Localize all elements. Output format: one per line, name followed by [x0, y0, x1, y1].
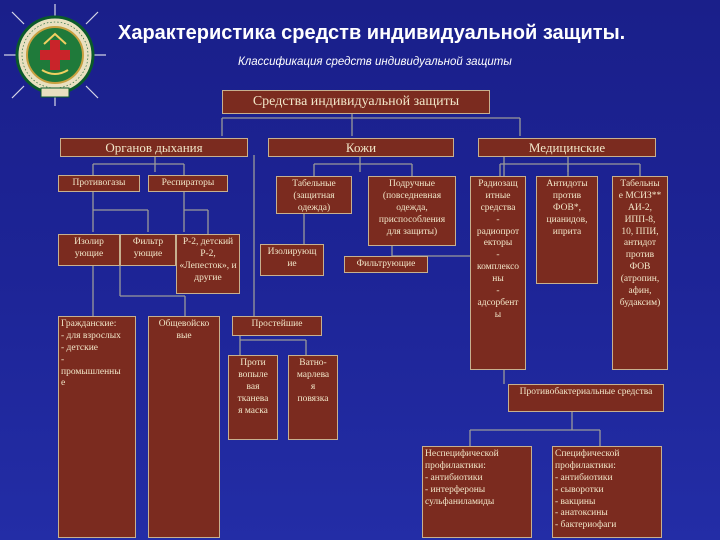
- node-military-gas-masks: Общевойско вые: [148, 316, 220, 538]
- node-simplest: Простейшие: [232, 316, 322, 336]
- node-skin-filtering: Фильтрующие: [344, 256, 428, 273]
- node-skin-improvised: Подручные (повседневная одежда, приспособления для защиты): [368, 176, 456, 246]
- node-breathing: Органов дыхания: [60, 138, 248, 157]
- node-antibacterial: Противобактериальные средства: [508, 384, 664, 412]
- page-subtitle: Классификация средств индивидуальной защиты: [238, 56, 512, 68]
- node-root-pie: Средства индивидуальной защиты: [222, 90, 490, 114]
- node-civil-gas-masks: Гражданские: - для взрослых - детские - промышленны е: [58, 316, 136, 538]
- node-radio-protective: Радиозащ итные средства - радиопрот екторы - комплексо ны - адсорбент ы: [470, 176, 526, 370]
- node-skin-standard: Табельные (защитная одежда): [276, 176, 352, 214]
- node-skin: Кожи: [268, 138, 454, 157]
- node-breathing-isolating: Изолир ующие: [58, 234, 120, 266]
- node-medical: Медицинские: [478, 138, 656, 157]
- node-gauze-bandage: Ватно- марлева я повязка: [288, 355, 338, 440]
- node-respirators: Респираторы: [148, 175, 228, 192]
- node-medical-standard: Табельны е МСИЗ** АИ-2, ИПП-8, 10, ППИ, антидот против ФОВ (атропин, афин, будаксим): [612, 176, 668, 370]
- node-gas-masks: Противогазы: [58, 175, 140, 192]
- node-dust-mask: Проти вопыле вая тканева я маска: [228, 355, 278, 440]
- node-antidotes: Антидоты против ФОВ*, цианидов, иприта: [536, 176, 598, 284]
- node-nonspecific-prophylaxis: Неспецифической профилактики: - антибиотики - интерфероны сульфаниламиды: [422, 446, 532, 538]
- node-breathing-filtering: Фильтр ующие: [120, 234, 176, 266]
- node-specific-prophylaxis: Специфической профилактики: - антибиотики - сыворотки - вакцины - анатоксины - бактериофаги: [552, 446, 662, 538]
- node-skin-isolating: Изолирующ ие: [260, 244, 324, 276]
- page-title: Характеристика средств индивидуальной защиты.: [118, 22, 626, 44]
- node-respirator-types: Р-2, детский Р-2, «Лепесток», и другие: [176, 234, 240, 294]
